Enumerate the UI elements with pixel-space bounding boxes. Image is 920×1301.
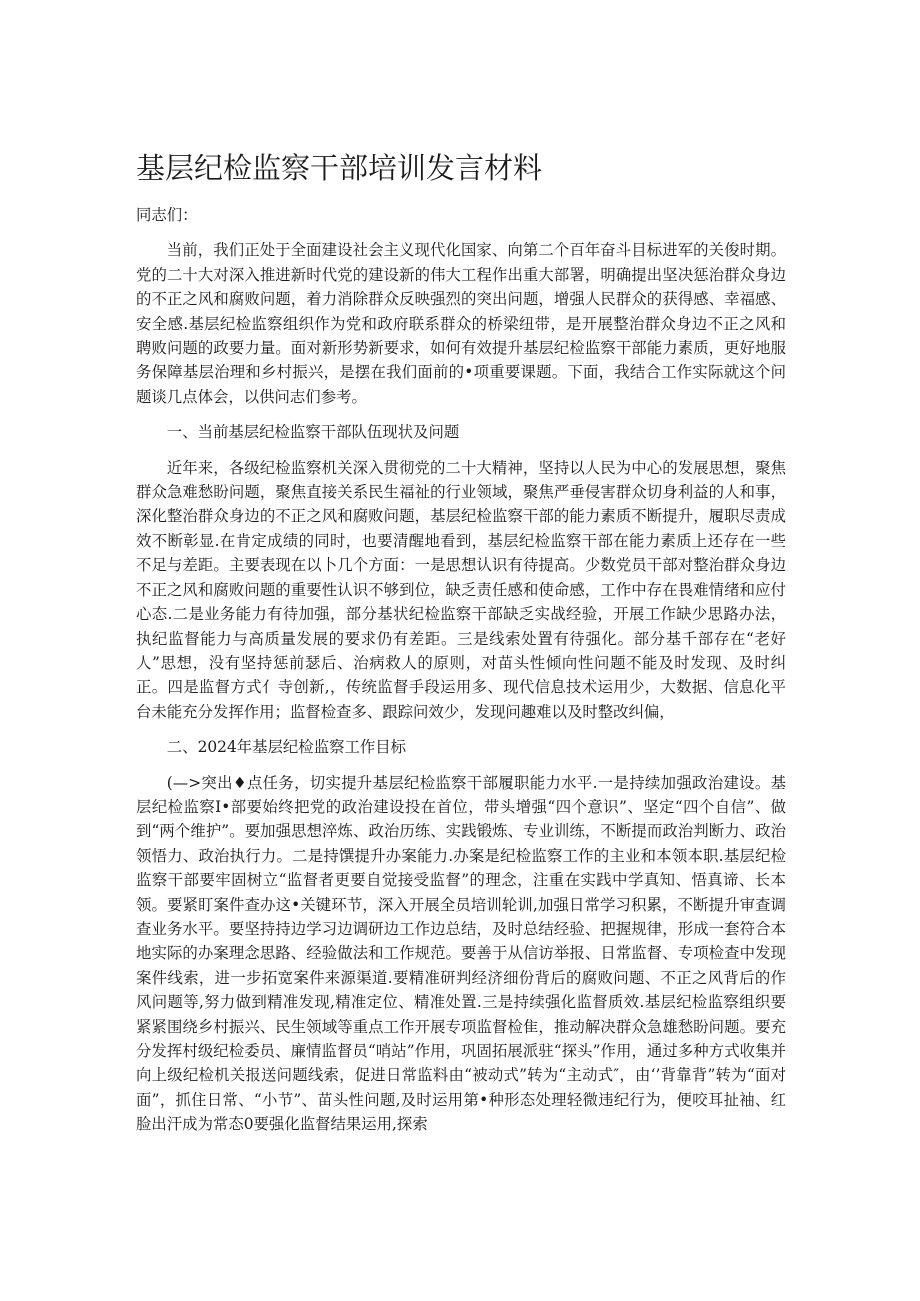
salutation: 同志们： bbox=[136, 206, 198, 224]
section-1-paragraph: 近年来，各级纪检监察机关深入贯彻党的二十大精神，坚持以人民为中心的发展思想，聚焦群众急难愁盼问题，聚焦直接关系民生福祉的行业领域，聚焦严垂侵害群众切身利益的人和事，深化整治群众身边的不正之风和腐败问题，基层纪检监察干部的能力素质不断提升，履职尽责成效不断彰显.在肯定成绩的同时，也要清醒地看到，基层纪检监察干部在能力素质上还存在一些不足与差距。主要表现在以卜几个方面：一是思想认识有待提高。少数党员干部对整治群众身边不正之风和腐败问题的重要性认识不够到位，缺乏责任感和使命感，工作中存在畏难情绪和应付心态.二是业务能力有待加强，部分基状纪检监察干部缺乏实战经验，开展工作缺少思路办法，执纪监督能力与高质量发展的要求仍有差距。三是线索处置有待强化。部分基千部存在“老好人”思想，没有坚持惩前瑟后、治病救人的原则，对苗头性倾向性问题不能及时发现、及时纠正。四是监督方式亻寺创新,，传统监督手段运用多、现代信息技术运用少，大数据、信息化平台未能充分发挥作用；监督检查多、跟踪问效少，发现问趣难以及时整改纠偏， bbox=[136, 458, 786, 721]
section-heading-1: 一、当前基层纪检监察干部队伍现状及问题 bbox=[166, 423, 460, 442]
document-body bbox=[136, 203, 786, 1137]
document-title: 基层纪检监察干部培训发言材料 bbox=[136, 151, 543, 185]
section-heading-2: 二、2024年基层纪检监察工作目标 bbox=[166, 738, 407, 757]
section-2-paragraph: (—>突出♦点任务，切实提升基层纪检监察干部履职能力水平.一是持续加强政治建设。基层纪检监察I•部要始终把党的政治建设投在首位，带头增强“四个意识”、坚定“四个自信”、做到“两个维护”。要加强思想淬炼、政治历练、实践锻炼、专业训练，不断提而政治判断力、政治领悟力、政治执行力。二是持馔提升办案能力.办案是纪检监察工作的主业和本领本职.基层纪检监察干部要牢固树立“监督者更要自觉接受监督”的理念，注重在实践中学真知、悟真谛、长本领。要紧盯案件查办这•关键环节，深入开展全员培训轮训,加强日常学习积累，不断提升审查调查业务水平。要坚持持边学习边调研边工作边总结，及时总结经验、把握规律，形成一套符合本地实际的办案理念思路、经验做法和工作规范。要善于从信访举报、日常监督、专项检查中发现案件线索，进一步拓宽案件来源渠道.要精准研判经济细份背后的腐败问题、不正之风背后的作风问题等,努力做到精准发现,精准定位、精准处置.三是持续强化监督质效.基层纪检监察组织要紧紧围绕乡村振兴、民生领域等重点工作开展专项监督检隹，推动解决群众急雄愁盼问题。要充分发挥村级纪检委员、廉情监督员“哨站”作用，巩固拓展派驻“探头”作用，通过多种方式收集并向上级纪检机关报送问题线索，促进日常监料由“被动式”转为“主动式″，由‘’背靠背”转为“面对面”，抓住日常、“小节”、苗头性问题,及时运用第•种形态处理轻微违纪行为，便咬耳扯袖、红脸出汗成为常态0要强化监督结果运用,探索 bbox=[136, 773, 786, 1134]
intro-paragraph: 当前，我们正处于全面建设社会主义现代化国家、向第二个百年奋斗目标进军的关俊时期。党的二十大对深入推进新时代党的建设新的伟大工程作出重大部署，明确提出坚决惩治群众身边的不正之风和腐败问题，着力消除群众反映强烈的突出问题，增强人民群众的获得感、幸福感、安全感.基层纪检监察组织作为党和政府联系群众的桥梁纽带，是开展整治群众身边不正之风和聘败问题的政要力量。面对新形势新要求，如何有效提升基层纪检监察干部能力素质，更好地服务保障基层治理和乡村振兴，是摆在我们面前的•项重要课题。下面，我结合工作实际就这个问题谈几点体会，以供问志们参考。 bbox=[136, 241, 786, 406]
